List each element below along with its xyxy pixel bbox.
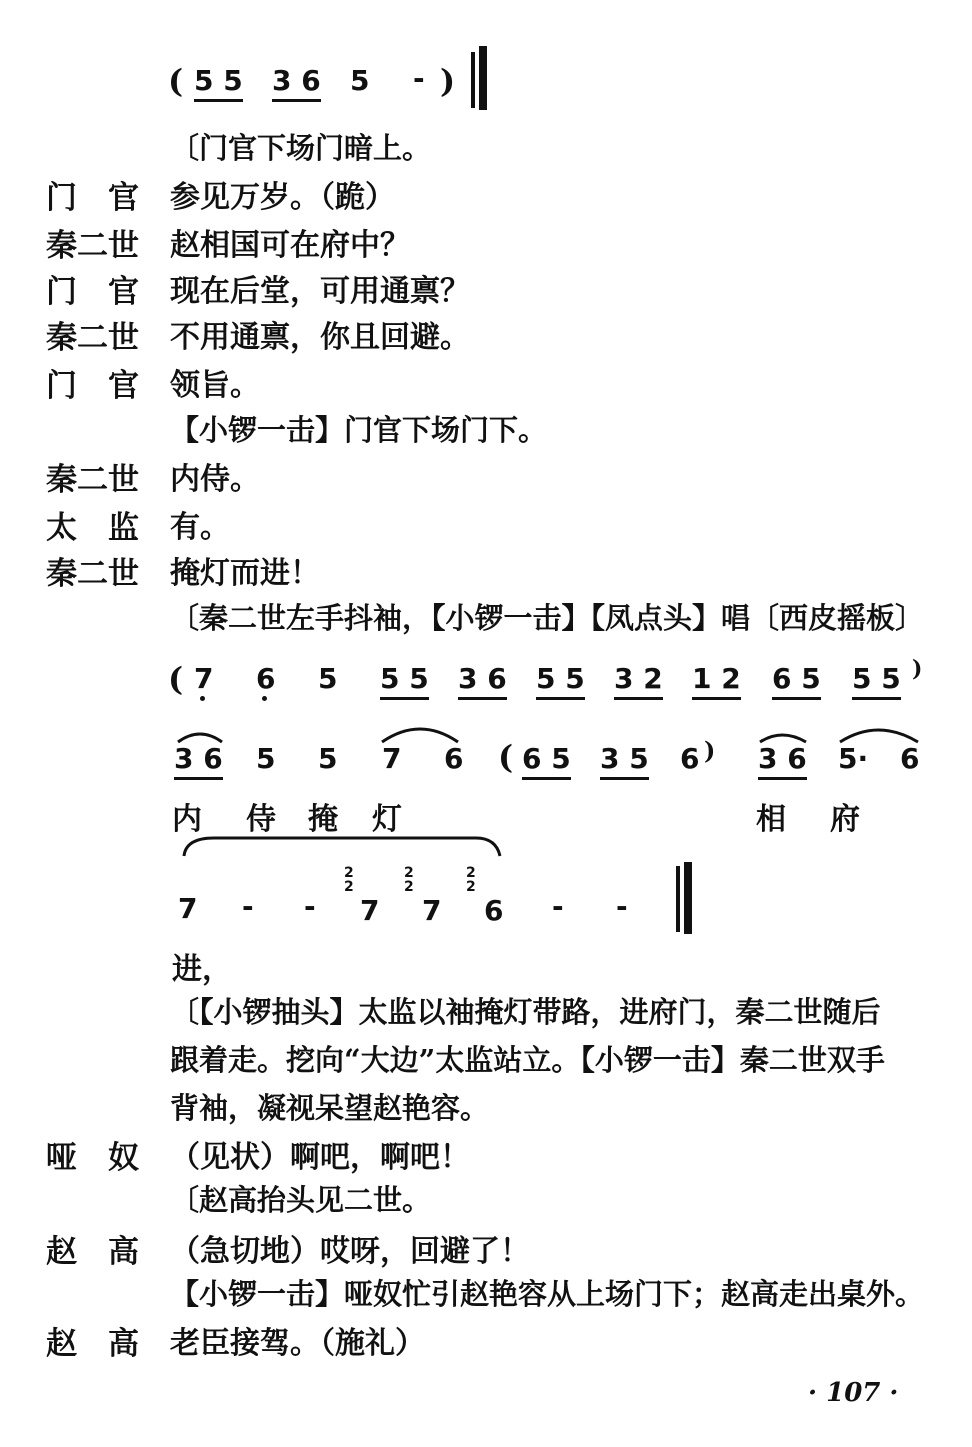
note: 7	[178, 892, 198, 925]
stage-direction: 【小锣一击】门官下场门下。	[170, 413, 548, 447]
paren-open: (	[168, 660, 184, 698]
note: 6	[484, 894, 504, 927]
note: 5	[318, 742, 338, 775]
note-group: 6 5	[522, 742, 571, 780]
dialogue-line: 老臣接驾。（施礼）	[170, 1326, 425, 1361]
note: 7	[360, 894, 380, 927]
note: 6	[680, 742, 700, 775]
note: 5	[318, 662, 338, 695]
note-group: 5 5	[536, 662, 585, 700]
dialogue-line: 内侍。	[170, 462, 260, 497]
note: 7	[382, 742, 402, 775]
paren-close: )	[440, 62, 456, 100]
dialogue-line: 领旨。	[170, 368, 260, 403]
lyric-char: 内	[172, 802, 202, 837]
stage-direction: 〔赵高抬头见二世。	[170, 1183, 432, 1217]
note: 6	[256, 662, 276, 695]
dash: -	[616, 890, 628, 923]
note-group: 3 6	[174, 742, 223, 780]
speaker-name: 门 官	[46, 368, 139, 404]
stage-direction: 〔【小锣抽头】太监以袖掩灯带路，进府门，秦二世随后	[170, 995, 881, 1029]
speaker-name: 太 监	[46, 510, 139, 546]
lyric-char: 灯	[372, 802, 402, 837]
stage-direction: 〔秦二世左手抖袖，【小锣一击】【凤点头】唱〔西皮摇板〕	[170, 601, 925, 635]
grace-note: 2	[404, 865, 414, 881]
note-group: 3 5	[600, 742, 649, 780]
grace-note: 2	[344, 879, 354, 895]
paren-open: (	[498, 738, 514, 776]
note-group: 6 5	[772, 662, 821, 700]
note-group: 5 5	[380, 662, 429, 700]
note: 7	[194, 662, 214, 695]
dialogue-line: 有。	[170, 510, 230, 545]
lyric-char: 掩	[308, 802, 338, 837]
grace-note: 2	[344, 865, 354, 881]
note: 6	[444, 742, 464, 775]
dialogue-line: 掩灯而进！	[170, 556, 320, 591]
speaker-name: 秦二世	[46, 320, 139, 356]
note-group: 3 6	[272, 64, 321, 102]
grace-note: 2	[466, 865, 476, 881]
stage-direction: 【小锣一击】哑奴忙引赵艳容从上场门下；赵高走出桌外。	[170, 1277, 925, 1311]
speaker-name: 秦二世	[46, 462, 139, 498]
stage-direction: 〔门官下场门暗上。	[170, 131, 432, 165]
lyric-char: 相	[756, 802, 786, 837]
dash: -	[304, 890, 316, 923]
note: 6	[900, 742, 920, 775]
speaker-name: 秦二世	[46, 228, 139, 264]
note-group: 3 2	[614, 662, 663, 700]
grace-note: 2	[466, 879, 476, 895]
grace-note: 2	[404, 879, 414, 895]
page-number: · 107 ·	[808, 1378, 899, 1408]
paren-close: )	[912, 656, 923, 682]
dialogue-line: 不用通禀，你且回避。	[170, 320, 470, 355]
barline-thin	[676, 866, 680, 932]
speaker-name: 哑 奴	[46, 1140, 139, 1176]
note: 5·	[838, 742, 869, 775]
dialogue-line: （急切地）哎呀，回避了！	[170, 1234, 530, 1269]
dash: -	[413, 62, 425, 95]
note-group: 3 6	[458, 662, 507, 700]
speaker-name: 门 官	[46, 180, 139, 216]
note: 5	[350, 64, 370, 97]
dash: -	[242, 890, 254, 923]
note-group: 5 5	[852, 662, 901, 700]
speaker-name: 赵 高	[46, 1326, 139, 1362]
paren-close: )	[704, 736, 716, 765]
note-group: 5 5	[194, 64, 243, 102]
note-group: 1 2	[692, 662, 741, 700]
dash: -	[552, 890, 564, 923]
stage-direction: 跟着走。挖向“大边”太监站立。【小锣一击】秦二世双手	[170, 1043, 885, 1077]
speaker-name: 秦二世	[46, 556, 139, 592]
speaker-name: 门 官	[46, 274, 139, 310]
speaker-name: 赵 高	[46, 1234, 139, 1270]
lyric-char: 侍	[246, 802, 276, 837]
lyric-char: 进，	[172, 952, 232, 987]
dialogue-line: 参见万岁。（跪）	[170, 180, 395, 215]
stage-direction: 背袖，凝视呆望赵艳容。	[170, 1091, 490, 1125]
note: 5	[256, 742, 276, 775]
barline-thick	[684, 862, 692, 934]
dialogue-line: 现在后堂，可用通禀？	[170, 274, 470, 309]
dialogue-line: 赵相国可在府中？	[170, 228, 410, 263]
paren-open: (	[168, 62, 184, 100]
note: 7	[422, 894, 442, 927]
note-group: 3 6	[758, 742, 807, 780]
lyric-char: 府	[830, 802, 860, 837]
dialogue-line: （见状）啊吧，啊吧！	[170, 1140, 470, 1175]
